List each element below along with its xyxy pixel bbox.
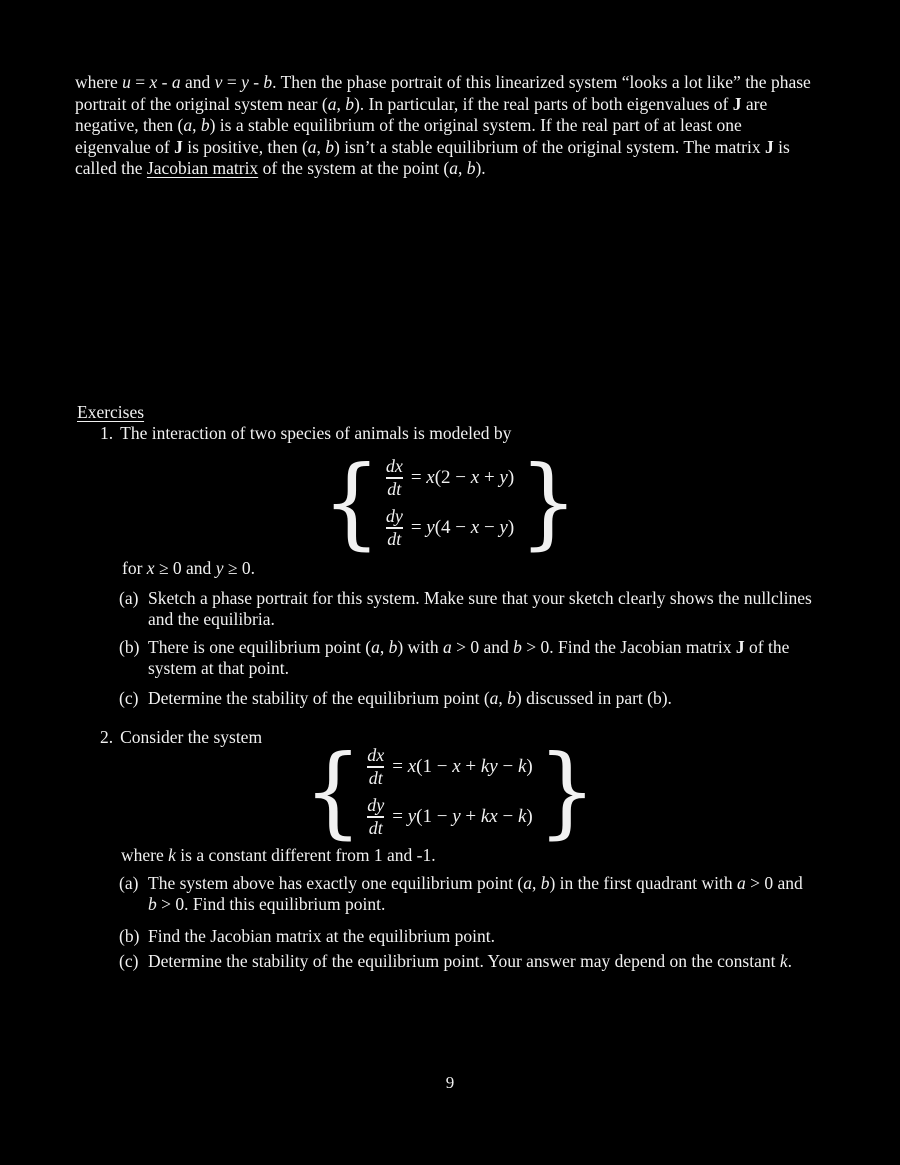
- exercise-2-intro-text: Consider the system: [120, 727, 263, 747]
- part-text: Find the Jacobian matrix at the equilibrium point.: [148, 926, 496, 946]
- fraction-dy-dt: [386, 507, 403, 549]
- part-text: Sketch a phase portrait for this system. Make sure that your sketch clearly shows the nullclines and the equilibria.: [148, 588, 812, 629]
- exercise-1-number: 1.: [100, 423, 114, 443]
- equation-rows: [386, 457, 514, 549]
- equation-rhs: = x(1 − x + ky − k): [392, 756, 533, 778]
- part-label: (b): [119, 926, 140, 946]
- exercise-2-part-c: [119, 951, 848, 972]
- fraction-denominator: dt: [387, 479, 402, 500]
- exercise-1-domain-note: for x ≥ 0 and y ≥ 0.: [122, 558, 255, 578]
- intro-paragraph: where u = x - a and v = y - b. Then the phase portrait of this linearized system “looks a lot like” the phase portrait of the original system near (a, b). In particular, if the real parts of both eigenvalues of J are negative, then (a, b) is a stable equilibrium of the original system. If the real part of at least one eigenvalue of J is positive, then (a, b) isn’t a stable equilibrium of the original system. The matrix J is called the Jacobian matrix of the system at the point (a, b).: [75, 72, 811, 178]
- fraction-numerator: dx: [385, 456, 403, 477]
- fraction-dy-dt: [367, 796, 384, 838]
- part-label: (c): [119, 951, 139, 971]
- equation-rows: [367, 746, 532, 838]
- fraction-denominator: dt: [368, 817, 383, 838]
- exercise-2-part-a: [119, 873, 848, 915]
- equation-row-dxdt: [386, 457, 514, 499]
- exercise-2-intro: [100, 727, 262, 748]
- fraction-numerator: dx: [367, 745, 385, 766]
- part-label: (b): [119, 637, 140, 657]
- equation-rhs: = x(2 − x + y): [410, 467, 515, 489]
- fraction-numerator: dy: [367, 794, 385, 815]
- left-brace: {: [303, 733, 363, 850]
- equation-rhs: = y(1 − y + kx − k): [392, 805, 533, 827]
- fraction-dx-dt: [367, 746, 384, 788]
- exercise-2-number: 2.: [100, 727, 114, 747]
- fraction-denominator: dt: [368, 768, 383, 789]
- page-number: 9: [445, 1073, 455, 1092]
- equation-row-dxdt: [367, 746, 532, 788]
- equation-row-dydt: [386, 507, 514, 549]
- equation-row-dydt: [367, 796, 532, 838]
- equation-rhs: = y(4 − x − y): [410, 516, 515, 538]
- exercise-1-intro: [100, 423, 511, 444]
- part-text: Determine the stability of the equilibrium point. Your answer may depend on the constant k.: [148, 951, 792, 971]
- part-text: There is one equilibrium point (a, b) with a > 0 and b > 0. Find the Jacobian matrix J of the system at that point.: [148, 637, 790, 678]
- right-brace: }: [519, 444, 578, 561]
- exercise-1-part-b: [119, 637, 848, 679]
- part-text: Determine the stability of the equilibrium point (a, b) discussed in part (b).: [148, 688, 672, 708]
- part-label: (a): [119, 873, 139, 893]
- exercise-1-part-a: [119, 588, 848, 630]
- exercise-2-part-b: [119, 926, 848, 947]
- exercise-1-part-c: [119, 688, 848, 709]
- fraction-numerator: dy: [385, 505, 403, 526]
- exercise-1-intro-text: The interaction of two species of animals is modeled by: [120, 423, 512, 443]
- part-text: The system above has exactly one equilibrium point (a, b) in the first quadrant with a > 0 and b > 0. Find this equilibrium point.: [148, 873, 803, 914]
- right-brace: }: [537, 733, 597, 850]
- part-label: (a): [119, 588, 139, 608]
- equation-system-1: [0, 444, 900, 561]
- fraction-dx-dt: [386, 457, 403, 499]
- exercises-heading: Exercises: [77, 402, 145, 422]
- part-label: (c): [119, 688, 139, 708]
- fraction-denominator: dt: [387, 528, 402, 549]
- exercise-2-constant-note: where k is a constant different from 1 and -1.: [121, 845, 436, 865]
- left-brace: {: [322, 444, 381, 561]
